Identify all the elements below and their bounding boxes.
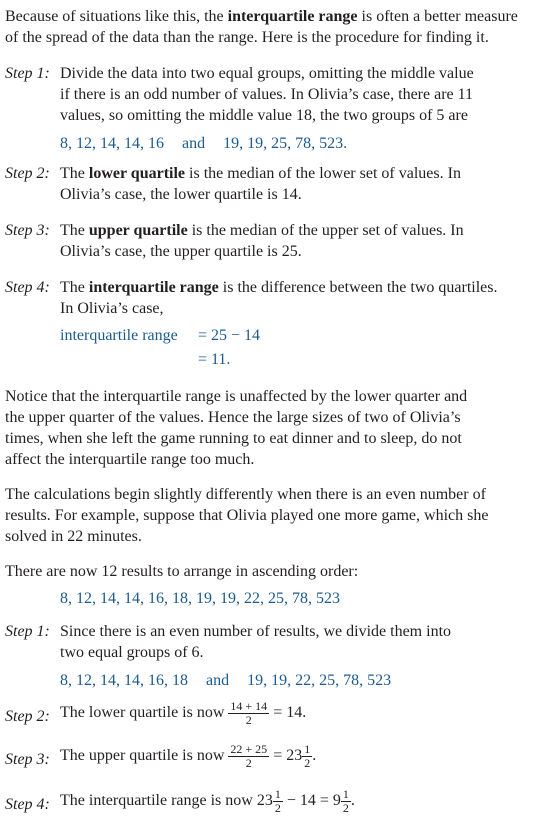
step-line: if there is an odd number of values. In Olivia’s case, there are 11 bbox=[60, 86, 474, 103]
step-line: The lower quartile is the median of the lower set of values. In bbox=[60, 165, 461, 182]
step-line: Since there is an even number of results, we divide them into bbox=[60, 623, 452, 640]
step-body bbox=[60, 788, 530, 815]
twelve-results-text: There are now 12 results to arrange in ascending order: bbox=[5, 563, 359, 580]
step-4-even bbox=[5, 788, 535, 818]
twelve-results-list: 8, 12, 14, 14, 16, 18, 19, 19, 22, 25, 78, 523 bbox=[60, 590, 340, 607]
mixed-fraction: $\frac{1}{2}$ bbox=[342, 787, 349, 815]
notice-line: times, when she left the game running to eat dinner and to sleep, do not bbox=[5, 430, 462, 447]
intro-line-2: of the spread of the data than the range. Here is the procedure for finding it. bbox=[5, 29, 489, 46]
step-result: = 14. bbox=[273, 704, 307, 722]
term-interquartile-range: interquartile range bbox=[88, 279, 219, 296]
two-groups-list bbox=[60, 670, 530, 691]
step-label: Step 1: bbox=[5, 623, 50, 640]
upper-group: 19, 19, 22, 25, 78, 523 bbox=[247, 672, 392, 689]
step-body bbox=[60, 220, 530, 262]
notice-line: affect the interquartile range too much. bbox=[5, 451, 255, 468]
upper-group: 19, 19, 25, 78, 523. bbox=[223, 135, 348, 152]
iqr-math-eq-1: = 25 − 14 bbox=[198, 327, 261, 344]
step-label: Step 3: bbox=[5, 222, 50, 239]
calc-line: The calculations begin slightly differently when there is an even number of bbox=[5, 486, 486, 503]
notice-line: Notice that the interquartile range is unaffected by the lower quarter and bbox=[5, 388, 468, 405]
mixed-fraction: $\frac{1}{2}$ bbox=[304, 742, 311, 770]
and-text: and bbox=[182, 135, 206, 152]
step-line: The interquartile range is the difference between the two quartiles. bbox=[60, 279, 498, 296]
step-line: Olivia’s case, the lower quartile is 14. bbox=[60, 186, 302, 203]
step-line: values, so omitting the middle value 18, the two groups of 5 are bbox=[60, 107, 468, 124]
step-text: The interquartile range is now 23 bbox=[60, 792, 273, 810]
step-line: Olivia’s case, the upper quartile is 25. bbox=[60, 243, 302, 260]
step-line bbox=[60, 700, 530, 727]
notice-paragraph bbox=[5, 386, 535, 470]
step-label: Step 4: bbox=[5, 796, 50, 813]
iqr-math-eq-2: = 11. bbox=[198, 351, 231, 368]
step-line: two equal groups of 6. bbox=[60, 644, 204, 661]
step-text: The lower quartile is now bbox=[60, 704, 225, 722]
and-text: and bbox=[206, 672, 230, 689]
lower-group: 8, 12, 14, 14, 16 bbox=[60, 135, 164, 152]
step-body bbox=[60, 700, 530, 727]
step-label: Step 2: bbox=[5, 708, 50, 725]
step-label: Step 1: bbox=[5, 65, 50, 82]
term-upper-quartile: upper quartile bbox=[88, 222, 188, 239]
step-body bbox=[60, 63, 530, 154]
step-3-even bbox=[5, 743, 535, 773]
fraction-numerator: 14 + 14 bbox=[230, 699, 268, 713]
term-lower-quartile: lower quartile bbox=[88, 165, 186, 182]
notice-line: the upper quarter of the values. Hence the large sizes of two of Olivia’s bbox=[5, 409, 461, 426]
step-line: The interquartile range is now 23 $\frac{1}{2}$ − 14 = 9 $\frac{1}{2}$ . bbox=[60, 787, 355, 815]
step-result: = 23 bbox=[273, 747, 303, 765]
two-groups-list bbox=[60, 133, 530, 154]
step-body bbox=[60, 163, 530, 205]
step-line: In Olivia’s case, bbox=[60, 300, 164, 317]
term-interquartile-range: interquartile range bbox=[227, 8, 358, 25]
fraction bbox=[228, 743, 269, 770]
step-body bbox=[60, 743, 530, 770]
step-line: Divide the data into two equal groups, omitting the middle value bbox=[60, 65, 474, 82]
intro-paragraph bbox=[5, 6, 535, 48]
intro-line-1: Because of situations like this, the interquartile range is often a better measure bbox=[5, 8, 518, 25]
calc-line: solved in 22 minutes. bbox=[5, 528, 142, 545]
step-body bbox=[60, 621, 530, 691]
fraction-denominator: 2 bbox=[245, 713, 252, 727]
twelve-results-paragraph bbox=[5, 561, 535, 609]
step-label: Step 4: bbox=[5, 279, 50, 296]
fraction-numerator: 22 + 25 bbox=[230, 742, 268, 756]
step-line: The upper quartile is the median of the upper set of values. In bbox=[60, 222, 464, 239]
calc-line: results. For example, suppose that Olivia played one more game, which she bbox=[5, 507, 489, 524]
step-2-even bbox=[5, 700, 535, 730]
lower-group: 8, 12, 14, 14, 16, 18 bbox=[60, 672, 188, 689]
step-body bbox=[60, 277, 530, 369]
step-label: Step 3: bbox=[5, 751, 50, 768]
fraction-denominator: 2 bbox=[245, 756, 252, 770]
step-text: The upper quartile is now bbox=[60, 747, 225, 765]
fraction bbox=[228, 700, 269, 727]
step-line: The upper quartile is now $\frac{22 + 25}{2}$ = 23 $\frac{1}{2}$ . bbox=[60, 742, 317, 770]
calc-paragraph bbox=[5, 484, 535, 547]
mixed-fraction: $\frac{1}{2}$ bbox=[274, 787, 281, 815]
step-label: Step 2: bbox=[5, 165, 50, 182]
iqr-math-label: interquartile range bbox=[60, 327, 178, 344]
